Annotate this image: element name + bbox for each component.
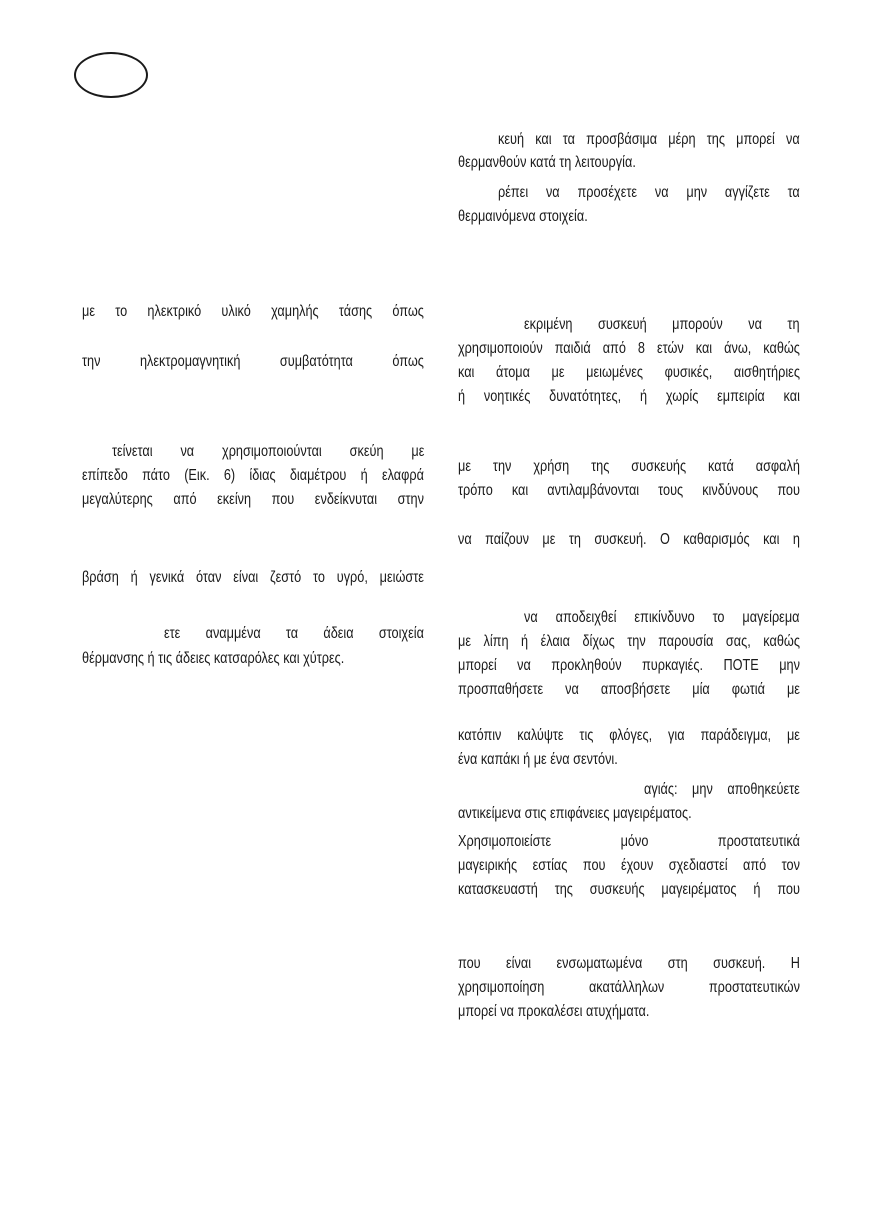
text-line: ετε αναμμένα τα άδεια στοιχεία [164, 625, 424, 642]
text-line: θέρμανσης ή τις άδειες κατσαρόλες και χύτρες. [82, 650, 345, 667]
text-line: επίπεδο πάτο (Εικ. 6) ίδιας διαμέτρου ή ελαφρά [82, 467, 424, 484]
text-line: βράση ή γενικά όταν είναι ζεστό το υγρό, μειώστε [82, 569, 424, 586]
text-line: με λίπη ή έλαια δίχως την παρουσία σας, καθώς [458, 633, 800, 650]
text-line: τρόπο και αντιλαμβάνονται τους κινδύνους που [458, 482, 800, 499]
text-line: και άτομα με μειωμένες φυσικές, αισθητήριες [458, 364, 800, 381]
text-line: ένα καπάκι ή με ένα σεντόνι. [458, 751, 618, 768]
text-line: με το ηλεκτρικό υλικό χαμηλής τάσης όπως [82, 303, 424, 320]
text-line: Χρησιμοποιείστε μόνο προστατευτικά [458, 833, 800, 850]
text-line: χρησιμοποίηση ακατάλληλων προστατευτικών [458, 979, 800, 996]
language-badge-outline [74, 52, 148, 98]
text-line: μπορεί να προκαλέσει ατυχήματα. [458, 1003, 650, 1020]
text-line: κατόπιν καλύψτε τις φλόγες, για παράδειγμα, με [458, 727, 800, 744]
text-line: κατασκευαστή της συσκευής μαγειρέματος ή που [458, 881, 800, 898]
text-line: αγιάς: μην αποθηκεύετε [644, 781, 800, 798]
text-line: μπορεί να προκληθούν πυρκαγιές. ΠΟΤΕ μην [458, 657, 800, 674]
text-line: ή νοητικές δυνατότητες, ή χωρίς εμπειρία και [458, 388, 800, 405]
text-line: την ηλεκτρομαγνητική συμβατότητα όπως [82, 353, 424, 370]
text-line: χρησιμοποιούν παιδιά από 8 ετών και άνω, καθώς [458, 340, 800, 357]
text-line: ρέπει να προσέχετε να μην αγγίζετε τα [498, 184, 800, 201]
text-line: εκριμένη συσκευή μπορούν να τη [524, 316, 800, 333]
text-line: θερμανθούν κατά τη λειτουργία. [458, 154, 636, 171]
text-line: μαγειρικής εστίας που έχουν σχεδιαστεί από τον [458, 857, 800, 874]
text-line: με την χρήση της συσκευής κατά ασφαλή [458, 458, 800, 475]
text-line: να αποδειχθεί επικίνδυνο το μαγείρεμα [524, 609, 800, 626]
text-line: τείνεται να χρησιμοποιούνται σκεύη με [112, 443, 425, 460]
text-line: θερμαινόμενα στοιχεία. [458, 208, 588, 225]
text-line: προσπαθήσετε να αποσβήσετε μία φωτιά με [458, 681, 800, 698]
text-line: που είναι ενσωματωμένα στη συσκευή. Η [458, 955, 800, 972]
text-line: αντικείμενα στις επιφάνειες μαγειρέματος. [458, 805, 692, 822]
text-line: κευή και τα προσβάσιμα μέρη της μπορεί να [498, 131, 800, 148]
text-line: μεγαλύτερης από εκείνη που ενδείκνυται στην [82, 491, 424, 508]
text-line: να παίζουν με τη συσκευή. Ο καθαρισμός και η [458, 531, 800, 548]
